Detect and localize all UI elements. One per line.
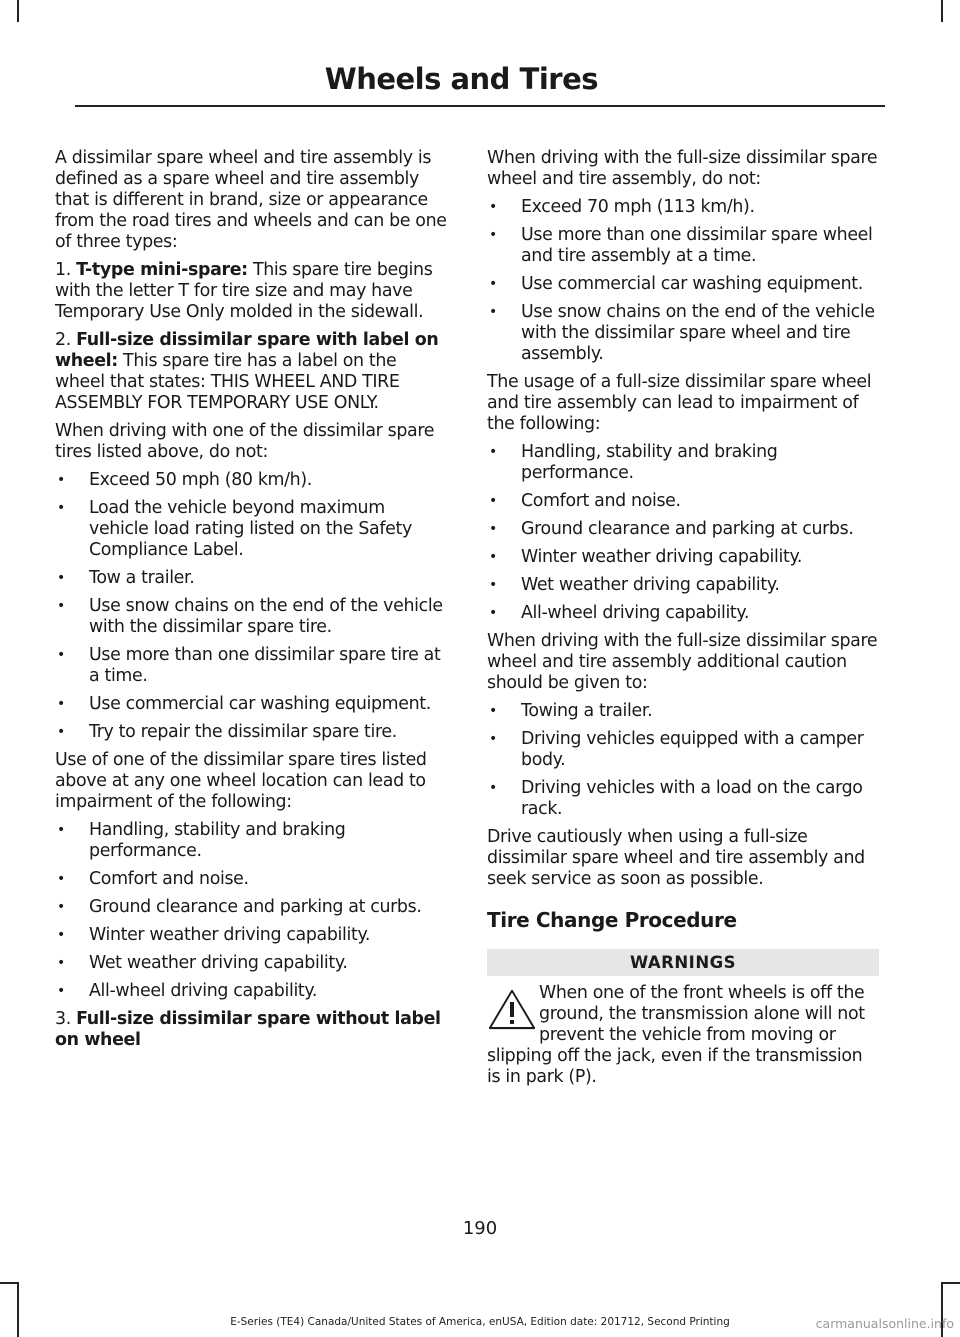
spare-type-2 [55, 330, 447, 414]
list-item: • Use commercial car washing equipment. [487, 274, 879, 295]
crop-mark-top-right-vertical [941, 0, 943, 22]
section-title-tire-change: Tire Change Procedure [487, 908, 737, 932]
warnings-heading: WARNINGS [487, 949, 879, 976]
spare-type-1 [55, 260, 447, 323]
watermark: carmanualsonline.info [815, 1316, 954, 1331]
spare-type-2-heading: Full-size dissimilar spare with label on wheel: [55, 330, 439, 371]
right-do-not-list [487, 197, 879, 365]
list-item: • Towing a trailer. [487, 701, 879, 722]
right-caution-list [487, 701, 879, 820]
left-do-not-list [55, 470, 447, 743]
crop-mark-bottom-left-vertical [17, 1282, 19, 1337]
spare-type-2-text: This spare tire has a label on the wheel that states: THIS WHEEL AND TIRE ASSEMBLY FOR TEMPORARY USE ONLY. [55, 351, 400, 413]
left-column [55, 148, 447, 1058]
list-item: • Winter weather driving capability. [487, 547, 879, 568]
list-item: • Comfort and noise. [55, 869, 447, 890]
crop-mark-bottom-right-horizontal [941, 1282, 960, 1284]
drive-cautiously-paragraph: Drive cautiously when using a full-size dissimilar spare wheel and tire assembly and seek service as soon as possible. [487, 827, 865, 889]
right-impairment-list [487, 442, 879, 624]
warning-triangle-icon [487, 988, 537, 1032]
list-item: • Tow a trailer. [55, 568, 447, 589]
list-item: • Load the vehicle beyond maximum vehicle load rating listed on the Safety Compliance Label. [55, 498, 447, 561]
list-item: • Driving vehicles equipped with a camper body. [487, 729, 879, 771]
right-column [487, 148, 879, 1088]
spare-type-3-number: 3. [55, 1009, 71, 1029]
right-impairment-intro: The usage of a full-size dissimilar spare wheel and tire assembly can lead to impairment of the following: [487, 372, 872, 434]
list-item: • Exceed 70 mph (113 km/h). [487, 197, 879, 218]
list-item: • Comfort and noise. [487, 491, 879, 512]
list-item: • All-wheel driving capability. [487, 603, 879, 624]
list-item: • Use snow chains on the end of the vehicle with the dissimilar spare tire. [55, 596, 447, 638]
crop-mark-top-left-vertical [17, 0, 19, 22]
intro-paragraph: A dissimilar spare wheel and tire assembly is defined as a spare wheel and tire assembly that is different in brand, size or appearance from the road tires and wheels and can be one of three types: [55, 148, 447, 252]
left-impairment-intro: Use of one of the dissimilar spare tires listed above at any one wheel location can lead to impairment of the following: [55, 750, 427, 812]
list-item: • Wet weather driving capability. [55, 953, 447, 974]
list-item: • Use more than one dissimilar spare tire at a time. [55, 645, 447, 687]
left-driving-intro: When driving with one of the dissimilar spare tires listed above, do not: [55, 421, 435, 462]
right-driving-intro: When driving with the full-size dissimilar spare wheel and tire assembly, do not: [487, 148, 878, 189]
spare-type-1-text: This spare tire begins with the letter T for tire size and may have Temporary Use Only molded in the sidewall. [55, 260, 433, 322]
spare-type-1-number: 1. [55, 260, 71, 280]
footer-edition-info: E-Series (TE4) Canada/United States of America, enUSA, Edition date: 201712, Second Printing [230, 1316, 730, 1328]
right-caution-intro: When driving with the full-size dissimilar spare wheel and tire assembly additional caution should be given to: [487, 631, 878, 693]
spare-type-1-heading: T-type mini-spare: [76, 260, 248, 280]
list-item: • Use commercial car washing equipment. [55, 694, 447, 715]
list-item: • Handling, stability and braking performance. [55, 820, 447, 862]
spare-type-3-heading: Full-size dissimilar spare without label on wheel [55, 1009, 441, 1050]
list-item: • Winter weather driving capability. [55, 925, 447, 946]
list-item: • All-wheel driving capability. [55, 981, 447, 1002]
list-item: • Driving vehicles with a load on the cargo rack. [487, 778, 879, 820]
warning-box [487, 983, 879, 1088]
list-item: • Try to repair the dissimilar spare tire. [55, 722, 447, 743]
header-divider [75, 105, 885, 107]
list-item: • Ground clearance and parking at curbs. [487, 519, 879, 540]
left-impairment-list [55, 820, 447, 1002]
page-number: 190 [462, 1218, 498, 1239]
list-item: • Exceed 50 mph (80 km/h). [55, 470, 447, 491]
list-item: • Wet weather driving capability. [487, 575, 879, 596]
crop-mark-bottom-left-horizontal [0, 1282, 19, 1284]
list-item: • Ground clearance and parking at curbs. [55, 897, 447, 918]
page-header-title: Wheels and Tires [324, 62, 598, 96]
spare-type-3 [55, 1009, 447, 1051]
list-item: • Use snow chains on the end of the vehicle with the dissimilar spare wheel and tire assembly. [487, 302, 879, 365]
warning-text: When one of the front wheels is off the ground, the transmission alone will not prevent the vehicle from moving or slipping off the jack, even if the transmission is in park (P). [487, 983, 865, 1087]
list-item: • Handling, stability and braking performance. [487, 442, 879, 484]
spare-type-2-number: 2. [55, 330, 71, 350]
list-item: • Use more than one dissimilar spare wheel and tire assembly at a time. [487, 225, 879, 267]
